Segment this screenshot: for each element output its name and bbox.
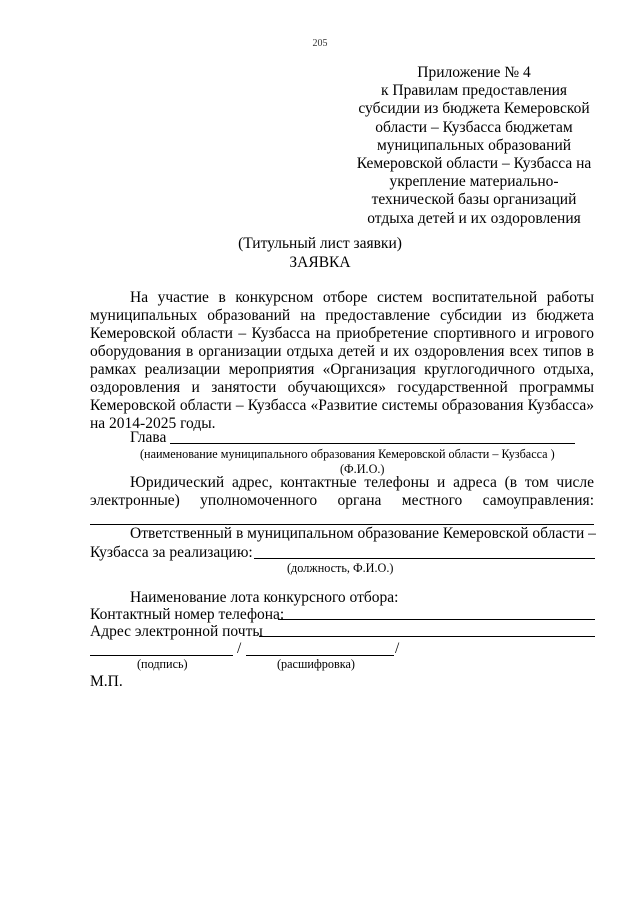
intro-last-line: на 2014-2025 годы.: [90, 415, 216, 432]
document-subtitle: (Титульный лист заявки): [238, 235, 402, 252]
responsible-field[interactable]: [254, 558, 595, 559]
signature-separator: /: [237, 640, 242, 657]
phone-field[interactable]: [278, 619, 595, 620]
intro-line: Кемеровской области – Кузбасса «Развитие системы образования Кузбасса»: [90, 397, 594, 414]
intro-line: оборудования в организации отдыха детей и их оздоровления всех типов в: [90, 343, 594, 360]
lot-name-label: Наименование лота конкурсного отбора:: [130, 589, 399, 606]
appendix-line: Приложение № 4: [417, 64, 531, 81]
stamp-place: М.П.: [90, 673, 123, 690]
appendix-line: области – Кузбасса бюджетам: [375, 118, 573, 136]
email-label: Адрес электронной почты: [90, 623, 263, 640]
email-field[interactable]: [259, 636, 595, 637]
signature-field[interactable]: [90, 655, 233, 656]
appendix-line: Кемеровской области – Кузбасса на: [356, 155, 592, 173]
decoding-field[interactable]: [246, 655, 394, 656]
responsible-label: Кузбасса за реализацию:: [90, 544, 253, 561]
phone-label: Контактный номер телефона:: [90, 606, 285, 623]
appendix-line: муниципальных образований: [376, 136, 572, 154]
intro-line: Кемеровской области – Кузбасса на приобретение спортивного и игрового: [90, 325, 594, 342]
appendix-block: [340, 64, 608, 228]
appendix-line: субсидии из бюджета Кемеровской: [358, 100, 590, 118]
head-label: Глава: [130, 429, 167, 446]
position-fio-hint: (должность, Ф.И.О.): [287, 561, 394, 575]
signature-separator: /: [395, 640, 400, 657]
municipality-hint: (наименование муниципального образования Кемеровской области – Кузбасса ): [140, 447, 555, 461]
signature-hint: (подпись): [137, 657, 188, 671]
responsible-line: Ответственный в муниципальном образование Кемеровской области –: [130, 525, 596, 542]
head-name-field[interactable]: [170, 443, 575, 444]
legal-address-line: Юридический адрес, контактные телефоны и адреса (в том числе: [130, 474, 594, 491]
intro-line: рамках реализации мероприятия «Организация круглогодичного отдыха,: [90, 361, 594, 378]
document-title: ЗАЯВКА: [289, 254, 351, 271]
appendix-line: отдыха детей и их оздоровления: [367, 209, 581, 227]
legal-address-line: электронные) уполномоченного органа местного самоуправления:: [90, 492, 594, 509]
page-number: 205: [312, 38, 328, 49]
appendix-line: технической базы организаций: [371, 191, 577, 209]
intro-line: оздоровления и занятости обучающихся» государственной программы: [90, 379, 594, 396]
appendix-line: укрепление материально-: [389, 173, 559, 191]
intro-line: На участие в конкурсном отборе систем воспитательной работы: [130, 289, 594, 306]
intro-line: муниципальных образований на предоставление субсидии из бюджета: [90, 307, 594, 324]
fio-hint: (Ф.И.О.): [340, 462, 385, 476]
appendix-line: к Правилам предоставления: [380, 82, 568, 100]
decoding-hint: (расшифровка): [277, 657, 355, 671]
